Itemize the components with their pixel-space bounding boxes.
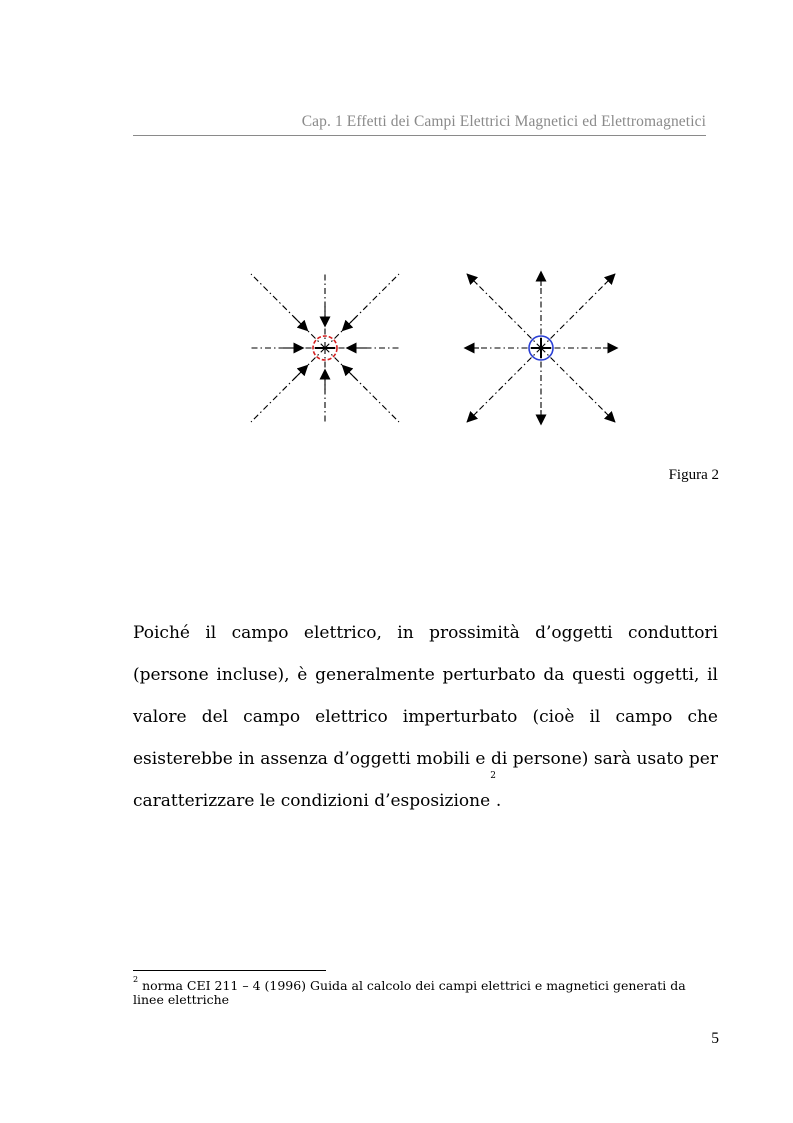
footnote-rule <box>133 970 326 971</box>
negative-field-arrow-ne <box>346 316 357 327</box>
positive-field-arrow-ne <box>605 277 612 284</box>
negative-field-arrow-sw <box>293 369 304 380</box>
figure-caption: Figura 2 <box>668 467 719 483</box>
positive-field-line-se <box>541 348 615 422</box>
positive-field-arrow-se <box>605 412 612 419</box>
body-paragraph <box>133 612 718 822</box>
footnote-number: 2 <box>133 975 139 984</box>
positive-field-arrow-sw <box>470 412 477 419</box>
negative-field-arrow-nw <box>293 316 304 327</box>
running-header: Cap. 1 Effetti dei Campi Elettrici Magnetici ed Elettromagnetici <box>133 113 706 136</box>
positive-field-line-nw <box>467 274 541 348</box>
footnote <box>133 975 693 1007</box>
positive-field-arrow-nw <box>470 277 477 284</box>
negative-field-line-se <box>325 348 399 422</box>
footnote-ref[interactable]: 2 <box>490 771 496 781</box>
negative-charge-diagram <box>251 274 399 422</box>
positive-charge-diagram <box>467 274 615 422</box>
field-lines-figure <box>240 262 630 432</box>
paragraph-text: Poiché il campo elettrico, in prossimità d’oggetti conduttori (persone incluse), è generalmente perturbato da questi oggetti, il valore del campo elettrico imperturbato (cioè il campo che esisterebbe in assenza d’oggetti mobili e di persone) sarà usato per caratterizzare le condizioni d’esposizione <box>133 623 718 811</box>
negative-field-line-ne <box>325 274 399 348</box>
paragraph-end: . <box>495 791 502 811</box>
negative-field-arrow-se <box>346 369 357 380</box>
footnote-text: norma CEI 211 – 4 (1996) Guida al calcolo dei campi elettrici e magnetici generati da linee elettriche <box>133 978 686 1007</box>
positive-field-line-ne <box>541 274 615 348</box>
positive-field-line-sw <box>467 348 541 422</box>
negative-field-line-nw <box>251 274 325 348</box>
page-number: 5 <box>711 1030 719 1047</box>
negative-field-line-sw <box>251 348 325 422</box>
